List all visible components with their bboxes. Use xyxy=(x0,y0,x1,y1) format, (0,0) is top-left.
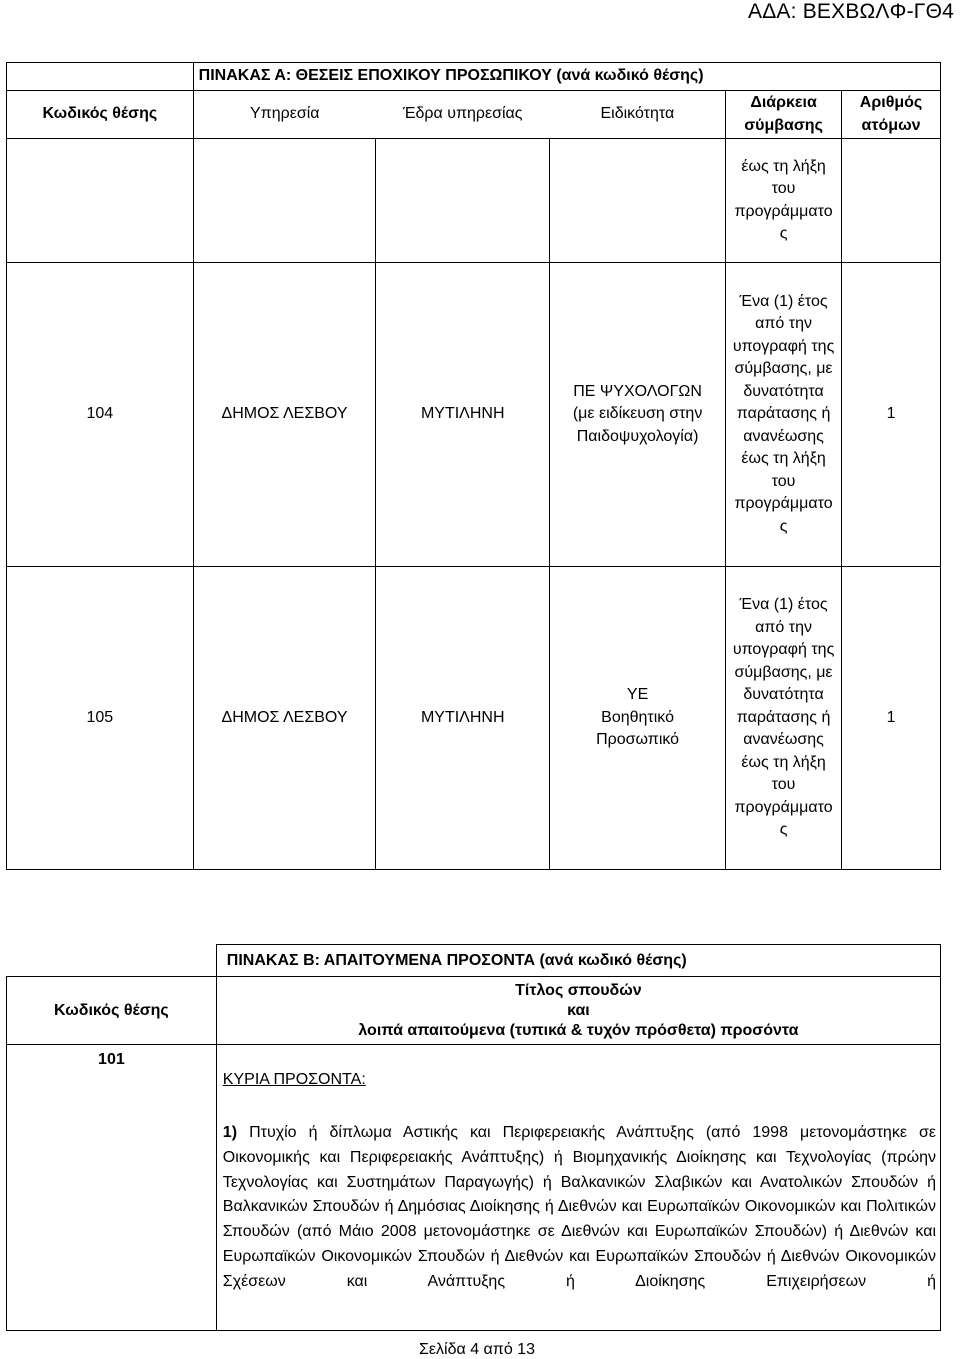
header-title-line1: Τίτλος σπουδών xyxy=(515,981,642,999)
header-count: Αριθμός ατόμων xyxy=(842,91,941,139)
page-number: Σελίδα 4 από 13 xyxy=(419,1341,535,1358)
item-number: 1) xyxy=(222,1124,238,1141)
main-qualifications-label: ΚΥΡΙΑ ΠΡΟΣΟΝΤΑ: xyxy=(222,1071,366,1088)
header-title-line3: λοιπά απαιτούμενα (τυπικά & τυχόν πρόσθετα) προσόντα xyxy=(358,1021,799,1039)
table-b-title: ΠΙΝΑΚΑΣ Β: ΑΠΑΙΤΟΥΜΕΝΑ ΠΡΟΣΟΝΤΑ (ανά κωδικό θέσης) xyxy=(216,945,940,977)
row-code: 101 xyxy=(7,1045,217,1331)
table-row xyxy=(7,263,941,567)
table-a xyxy=(6,62,941,870)
row-count: 1 xyxy=(842,263,941,567)
header-seat: Έδρα υπηρεσίας xyxy=(376,91,550,139)
header-title xyxy=(216,977,940,1045)
header-duration: Διάρκεια σύμβασης xyxy=(726,91,842,139)
page-footer xyxy=(0,1341,946,1359)
ada-code: ΑΔΑ: ΒΕΧΒΩΛΦ-ΓΘ4 xyxy=(748,0,954,23)
row-service: ΔΗΜΟΣ ΛΕΣΒΟΥ xyxy=(193,263,376,567)
item-text: Πτυχίο ή δίπλωμα Αστικής και Περιφερειακής Ανάπτυξης (από 1998 μετονομάστηκε σε Οικονομικής και Περιφερειακής Ανάπτυξης) ή Βιομηχανικής Διοίκησης και Τεχνολογίας (πρώην Τεχνολογίας και Συστημάτων Παραγωγής) ή Βαλκανικών Σλαβικών και Ανατολικών Σπουδών ή Βαλκανικών Σπουδών ή Δημόσιας Διοίκησης ή Διεθνών και Ευρωπαϊκών Οικονομικών και Πολιτικών Σπουδών (από Μάιο 2008 μετονομάστηκε σε Διεθνών και Ευρωπαϊκών Σπουδών) ή Διεθνών και Ευρωπαϊκών Οικονομικών Σπουδών ή Διεθνών και Ευρωπαϊκών Σπουδών ή Διεθνών Οικονομικών Σχέσεων και Ανάπτυξης ή Διοίκησης Επιχειρήσεων ή xyxy=(222,1124,936,1290)
header-title-line2: και xyxy=(567,1001,590,1019)
row-seat: ΜΥΤΙΛΗΝΗ xyxy=(376,567,550,870)
row-specialty: ΥΕ Βοηθητικό Προσωπικό xyxy=(550,567,726,870)
row-seat: ΜΥΤΙΛΗΝΗ xyxy=(376,263,550,567)
row-specialty: ΠΕ ΨΥΧΟΛΟΓΩΝ (με ειδίκευση στην Παιδοψυχολογία) xyxy=(550,263,726,567)
header-service: Υπηρεσία xyxy=(193,91,376,139)
header-specialty: Ειδικότητα xyxy=(550,91,726,139)
table-row xyxy=(7,567,941,870)
row-service: ΔΗΜΟΣ ΛΕΣΒΟΥ xyxy=(193,567,376,870)
qualification-item xyxy=(217,1121,940,1295)
table-b xyxy=(6,944,941,1331)
row-code: 104 xyxy=(7,263,194,567)
continuation-duration: έως τη λήξη του προγράμματο ς xyxy=(726,139,842,263)
table-a-title: ΠΙΝΑΚΑΣ Α: ΘΕΣΕΙΣ ΕΠΟΧΙΚΟΥ ΠΡΟΣΩΠΙΚΟΥ (ανά κωδικό θέσης) xyxy=(193,63,940,91)
qualifications-cell xyxy=(216,1045,940,1331)
row-duration: Ένα (1) έτος από την υπογραφή της σύμβασης, με δυνατότητα παράτασης ή ανανέωσης έως τη λήξη του προγράμματο ς xyxy=(726,567,842,870)
table-row xyxy=(7,1045,941,1331)
header-code: Κωδικός θέσης xyxy=(7,977,217,1045)
row-code: 105 xyxy=(7,567,194,870)
row-count: 1 xyxy=(842,567,941,870)
row-duration: Ένα (1) έτος από την υπογραφή της σύμβασης, με δυνατότητα παράτασης ή ανανέωσης έως τη λήξη του προγράμματο ς xyxy=(726,263,842,567)
header-code: Κωδικός θέσης xyxy=(7,91,194,139)
